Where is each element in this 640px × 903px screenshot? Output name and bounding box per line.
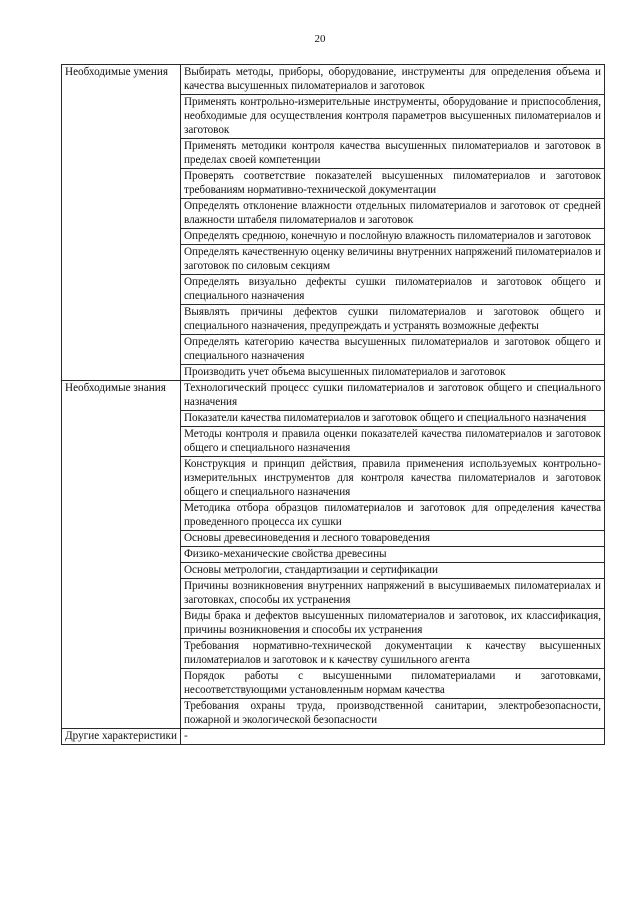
requirement-item: Методы контроля и правила оценки показателей качества пиломатериалов и заготовок общего и специального назначения xyxy=(181,427,605,457)
requirement-item: Определять качественную оценку величины внутренних напряжений пиломатериалов и заготовок по силовым секциям xyxy=(181,245,605,275)
requirement-item: - xyxy=(181,729,605,745)
requirement-item: Определять визуально дефекты сушки пиломатериалов и заготовок общего и специального назначения xyxy=(181,275,605,305)
requirement-item: Требования охраны труда, производственной санитарии, электробезопасности, пожарной и экологической безопасности xyxy=(181,699,605,729)
requirement-item: Определять отклонение влажности отдельных пиломатериалов и заготовок от средней влажности штабеля пиломатериалов и заготовок xyxy=(181,199,605,229)
requirement-item: Производить учет объема высушенных пиломатериалов и заготовок xyxy=(181,365,605,381)
table-row xyxy=(62,729,605,745)
table-row xyxy=(62,65,605,95)
requirement-item: Определять среднюю, конечную и послойную влажность пиломатериалов и заготовок xyxy=(181,229,605,245)
requirement-item: Выявлять причины дефектов сушки пиломатериалов и заготовок общего и специального назначения, предупреждать и устранять возможные дефекты xyxy=(181,305,605,335)
requirement-item: Показатели качества пиломатериалов и заготовок общего и специального назначения xyxy=(181,411,605,427)
table-row xyxy=(62,381,605,411)
requirement-item: Порядок работы с высушенными пиломатериалами и заготовками, несоответствующими установленным нормам качества xyxy=(181,669,605,699)
requirement-item: Технологический процесс сушки пиломатериалов и заготовок общего и специального назначения xyxy=(181,381,605,411)
requirement-item: Применять контрольно-измерительные инструменты, оборудование и приспособления, необходимые для осуществления контроля параметров высушенных пиломатериалов и заготовок xyxy=(181,95,605,139)
requirement-item: Физико-механические свойства древесины xyxy=(181,547,605,563)
requirement-item: Причины возникновения внутренних напряжений в высушиваемых пиломатериалах и заготовках, способы их устранения xyxy=(181,579,605,609)
section-label: Необходимые знания xyxy=(62,381,181,729)
page-number: 20 xyxy=(314,33,326,45)
requirement-item: Требования нормативно-технической документации к качеству высушенных пиломатериалов и заготовок и к качеству сушильного агента xyxy=(181,639,605,669)
requirement-item: Определять категорию качества высушенных пиломатериалов и заготовок общего и специального назначения xyxy=(181,335,605,365)
requirement-item: Основы древесиноведения и лесного товароведения xyxy=(181,531,605,547)
requirement-item: Виды брака и дефектов высушенных пиломатериалов и заготовок, их классификация, причины возникновения и способы их устранения xyxy=(181,609,605,639)
requirement-item: Методика отбора образцов пиломатериалов и заготовок для определения качества проведенного процесса их сушки xyxy=(181,501,605,531)
requirement-item: Выбирать методы, приборы, оборудование, инструменты для определения объема и качества высушенных пиломатериалов и заготовок xyxy=(181,65,605,95)
requirement-item: Применять методики контроля качества высушенных пиломатериалов и заготовок в пределах своей компетенции xyxy=(181,139,605,169)
section-label: Необходимые умения xyxy=(62,65,181,381)
requirement-item: Проверять соответствие показателей высушенных пиломатериалов и заготовок требованиям нормативно-технической документации xyxy=(181,169,605,199)
requirements-table-body xyxy=(62,65,605,745)
requirement-item: Конструкция и принцип действия, правила применения используемых контрольно-измерительных инструментов для контроля качества пиломатериалов и заготовок общего и специального назначения xyxy=(181,457,605,501)
requirement-item: Основы метрологии, стандартизации и сертификации xyxy=(181,563,605,579)
requirements-table xyxy=(61,64,605,745)
section-label: Другие характеристики xyxy=(62,729,181,745)
